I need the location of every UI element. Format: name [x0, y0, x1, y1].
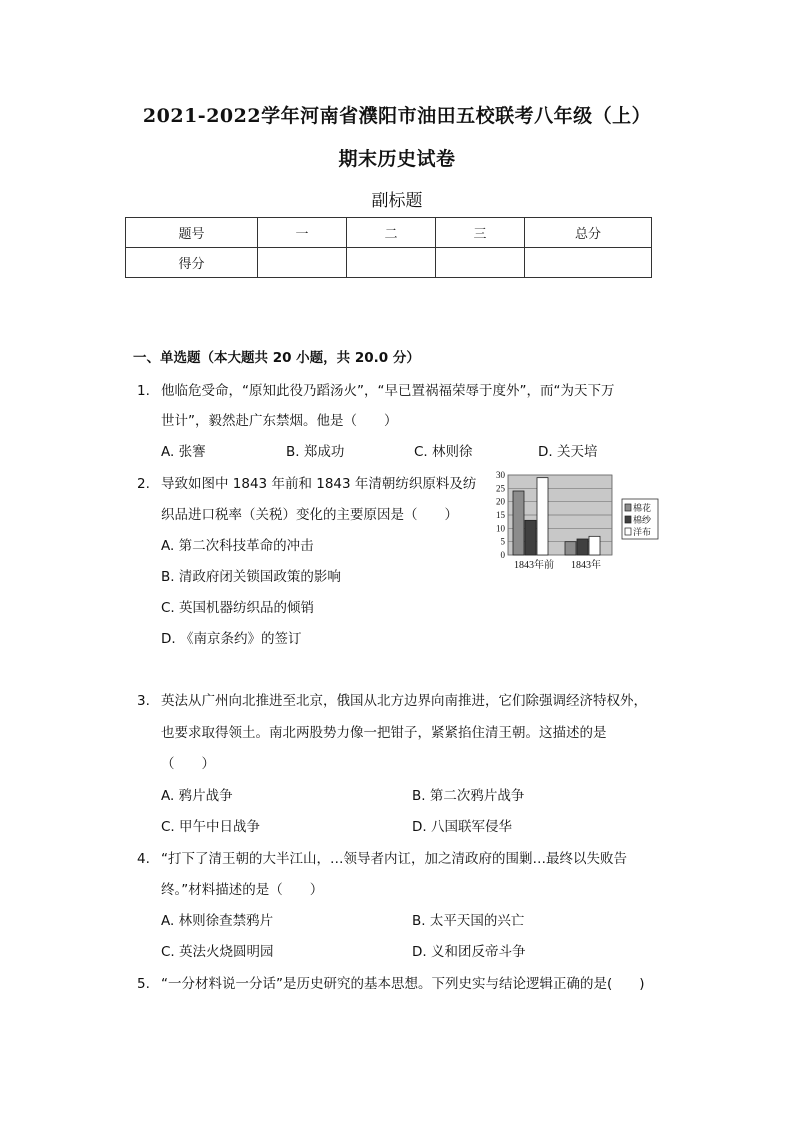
score-row-label: 得分	[126, 248, 258, 278]
question-stem-line: “打下了清王朝的大半江山，…领导者内讧，加之清政府的围剿…最终以失败告	[161, 851, 627, 867]
chart-y-tick-label: 20	[496, 496, 505, 507]
option-c[interactable]: C. 英法火烧圆明园	[161, 944, 274, 960]
option-a[interactable]: A. 鸦片战争	[161, 788, 233, 804]
question-stem-line: 英法从广州向北推进至北京，俄国从北方边界向南推进，它们除强调经济特权外，	[161, 693, 647, 709]
question-stem-line: 世计”，毅然赴广东禁烟。他是（ ）	[161, 413, 398, 429]
question-number: 1.	[137, 383, 150, 399]
tariff-bar-chart	[488, 471, 660, 575]
chart-legend-swatch	[625, 504, 631, 511]
chart-legend-label: 棉纱	[633, 516, 652, 526]
option-d[interactable]: D. 《南京条约》的签订	[161, 631, 302, 647]
chart-y-tick-label: 10	[496, 523, 505, 534]
score-header-cell: 一	[258, 218, 347, 248]
score-header-cell: 三	[436, 218, 525, 248]
option-a[interactable]: A. 林则徐查禁鸦片	[161, 913, 274, 929]
chart-bar	[537, 478, 548, 555]
score-cell[interactable]	[436, 248, 525, 278]
question-number: 3.	[137, 693, 150, 709]
option-b[interactable]: B. 第二次鸦片战争	[412, 788, 525, 804]
chart-y-tick-label: 5	[500, 536, 505, 547]
option-c[interactable]: C. 林则徐	[414, 444, 473, 460]
option-a[interactable]: A. 第二次科技革命的冲击	[161, 538, 314, 554]
chart-x-tick-label: 1843年前	[514, 560, 554, 571]
chart-x-tick-label: 1843年	[571, 560, 601, 571]
question-stem-line: 他临危受命，“原知此役乃蹈汤火”，“早已置祸福荣辱于度外”，而“为天下万	[161, 383, 615, 399]
question-stem-line: “一分材料说一分话”是历史研究的基本思想。下列史实与结论逻辑正确的是( )	[161, 976, 645, 992]
option-d[interactable]: D. 义和团反帝斗争	[412, 944, 526, 960]
question-stem-line: 终。”材料描述的是（ ）	[161, 882, 324, 898]
option-d[interactable]: D. 八国联军侵华	[412, 819, 512, 835]
question-number: 5.	[137, 976, 150, 992]
exam-title-line1: 2021-2022学年河南省濮阳市油田五校联考八年级（上）	[142, 105, 652, 127]
question-number: 4.	[137, 851, 150, 867]
option-b[interactable]: B. 清政府闭关锁国政策的影响	[161, 569, 341, 585]
chart-legend-swatch	[625, 516, 631, 523]
chart-y-tick-label: 0	[500, 550, 505, 560]
chart-legend-swatch	[625, 528, 631, 535]
option-c[interactable]: C. 甲午中日战争	[161, 819, 261, 835]
chart-y-tick-label: 25	[496, 483, 505, 494]
score-cell[interactable]	[525, 248, 652, 278]
option-b[interactable]: B. 郑成功	[286, 444, 345, 460]
exam-subtitle: 副标题	[371, 191, 423, 211]
chart-y-tick-label: 15	[496, 510, 505, 520]
question-number: 2.	[137, 476, 150, 492]
question-stem-line: （ ）	[161, 756, 215, 772]
chart-bar	[589, 536, 600, 555]
question-stem-line: 织品进口税率（关税）变化的主要原因是（ ）	[161, 507, 458, 523]
score-cell[interactable]	[347, 248, 436, 278]
chart-legend-label: 洋布	[633, 528, 652, 538]
chart-legend-label: 棉花	[633, 504, 652, 514]
score-cell[interactable]	[258, 248, 347, 278]
score-table	[125, 217, 652, 278]
score-header-cell: 题号	[126, 218, 258, 248]
option-c[interactable]: C. 英国机器纺织品的倾销	[161, 600, 315, 616]
chart-bar	[565, 542, 576, 555]
chart-bar	[525, 520, 536, 555]
chart-bar	[513, 491, 524, 555]
chart-bar	[577, 539, 588, 555]
option-b[interactable]: B. 太平天国的兴亡	[412, 913, 525, 929]
score-table-score-row	[126, 248, 652, 278]
exam-title-line2: 期末历史试卷	[338, 148, 456, 170]
question-stem-line: 也要求取得领土。南北两股势力像一把钳子，紧紧掐住清王朝。这描述的是	[161, 725, 607, 741]
option-d[interactable]: D. 关天培	[538, 444, 598, 460]
score-header-cell: 二	[347, 218, 436, 248]
option-a[interactable]: A. 张謇	[161, 444, 206, 460]
section-heading: 一、单选题（本大题共 20 小题，共 20.0 分）	[133, 350, 420, 366]
question-stem-line: 导致如图中 1843 年前和 1843 年清朝纺织原料及纺	[161, 476, 477, 492]
score-header-cell: 总分	[525, 218, 652, 248]
chart-y-tick-label: 30	[496, 471, 505, 480]
score-table-header-row	[126, 218, 652, 248]
